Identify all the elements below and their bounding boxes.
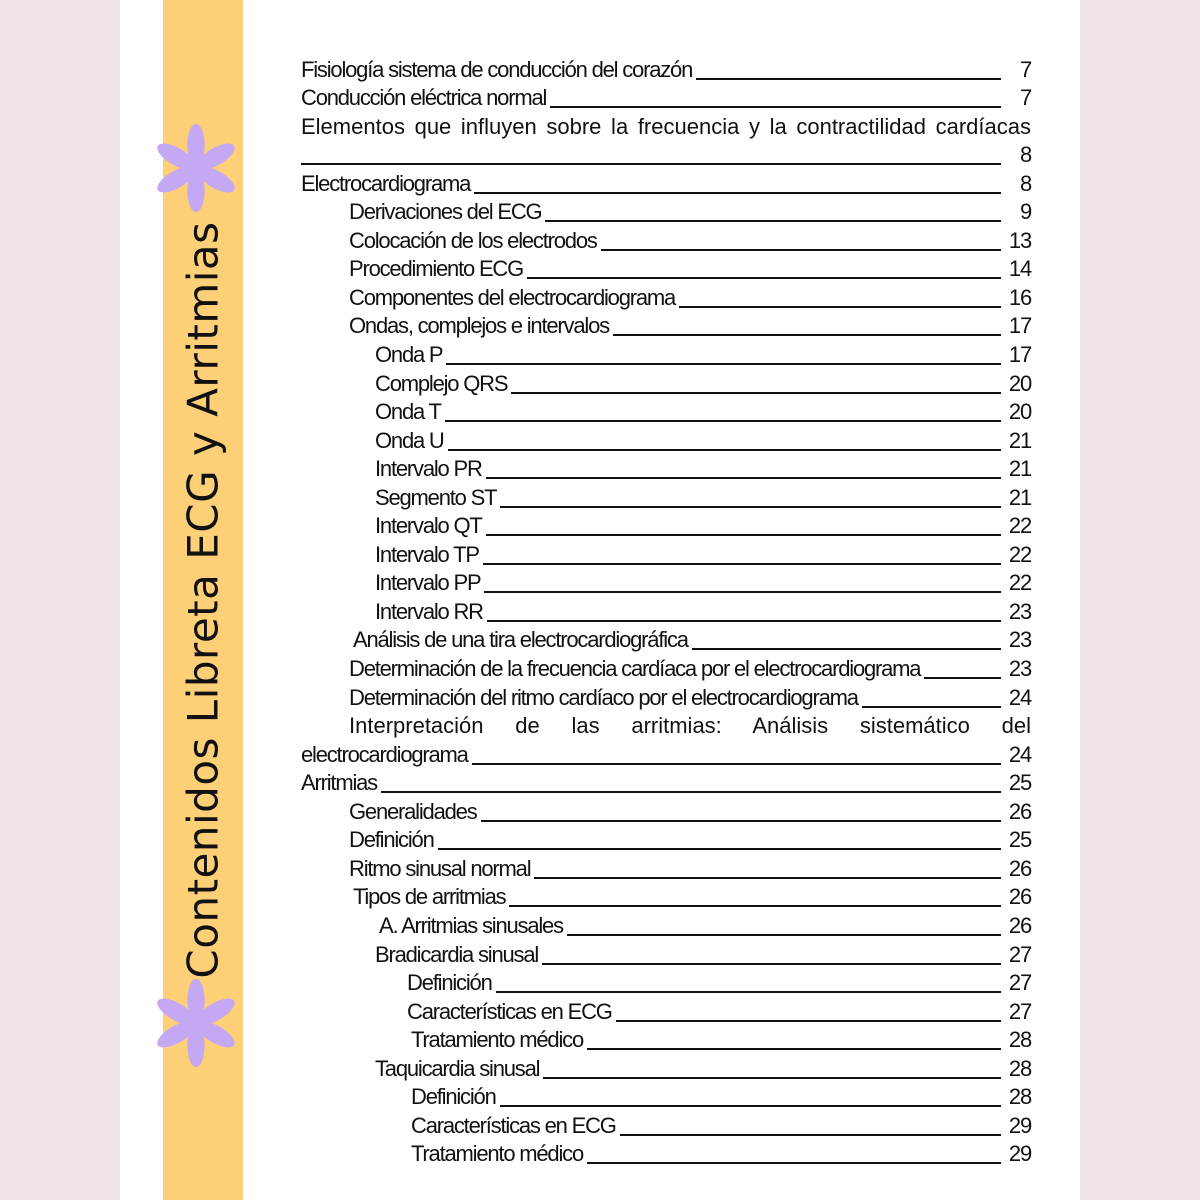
toc-entry: [301, 1026, 1031, 1055]
leader-line: [445, 420, 1001, 422]
toc-page-number: 25: [1008, 770, 1031, 796]
toc-entry-title: Fisiología sistema de conducción del corazón: [301, 56, 693, 82]
toc-page-number: 7: [1019, 85, 1031, 111]
table-of-contents: [301, 55, 1031, 1168]
leader-line: [496, 991, 1001, 993]
leader-line: [481, 820, 1002, 822]
leader-line: [484, 591, 1001, 593]
toc-entry-title: Intervalo TP: [375, 541, 479, 567]
leader-line: [616, 1020, 1001, 1022]
toc-entry: [301, 112, 1031, 141]
toc-page-number: 23: [1008, 627, 1031, 653]
leader-line: [924, 677, 1001, 679]
toc-entry-title: Electrocardiograma: [301, 170, 471, 196]
toc-entry-title: Onda P: [375, 342, 443, 368]
leader-line: [500, 506, 1001, 508]
toc-entry-title: Derivaciones del ECG: [349, 199, 542, 225]
toc-entry-title: Arritmias: [301, 770, 377, 796]
leader-line: [483, 563, 1001, 565]
leader-line: [545, 220, 1001, 222]
toc-entry: [301, 226, 1031, 255]
toc-page-number: 13: [1008, 227, 1031, 253]
toc-entry: [301, 654, 1031, 683]
toc-entry-title: Conducción eléctrica normal: [301, 85, 547, 111]
toc-entry: [301, 997, 1031, 1026]
leader-line: [862, 706, 1001, 708]
leader-line: [500, 1105, 1001, 1107]
toc-entry: [301, 1083, 1031, 1112]
toc-entry: [301, 398, 1031, 427]
leader-line: [679, 306, 1001, 308]
toc-entry: [301, 769, 1031, 798]
toc-entry-title: Ritmo sinusal normal: [349, 855, 531, 881]
toc-page-number: 21: [1008, 456, 1031, 482]
toc-page-number: 26: [1008, 884, 1031, 910]
leader-line: [448, 449, 1001, 451]
toc-entry: [301, 1111, 1031, 1140]
toc-page-number: 24: [1008, 741, 1031, 767]
toc-entry: [301, 455, 1031, 484]
toc-entry: [301, 369, 1031, 398]
toc-page-number: 22: [1008, 513, 1031, 539]
toc-entry-title: electrocardiograma: [301, 741, 468, 767]
toc-page-number: 21: [1008, 427, 1031, 453]
toc-entry-title: Interpretación de las arritmias: Análisis sistemático del: [349, 713, 1031, 739]
toc-entry: [301, 683, 1031, 712]
leader-line: [509, 905, 1001, 907]
toc-entry-title: Onda T: [375, 399, 441, 425]
leader-line: [527, 277, 1001, 279]
toc-entry: [301, 797, 1031, 826]
toc-page-number: 7: [1019, 56, 1031, 82]
toc-entry-title: Intervalo PR: [375, 456, 482, 482]
toc-entry-title: Análisis de una tira electrocardiográfica: [353, 627, 688, 653]
toc-entry-title: Segmento ST: [375, 484, 497, 510]
toc-page-number: 28: [1008, 1055, 1031, 1081]
toc-entry: [301, 340, 1031, 369]
leader-line: [613, 334, 1001, 336]
toc-entry: [301, 940, 1031, 969]
leader-line: [587, 1048, 1001, 1050]
toc-page-number: 9: [1019, 199, 1031, 225]
toc-entry-title: Intervalo PP: [375, 570, 481, 596]
toc-entry-title: Definición: [407, 970, 492, 996]
toc-entry-title: Procedimiento ECG: [349, 256, 524, 282]
toc-entry-title: Elementos que influyen sobre la frecuencia y la contractilidad cardíacas: [301, 113, 1031, 139]
leader-line: [543, 1077, 1001, 1079]
toc-entry-title: Tratamiento médico: [411, 1027, 583, 1053]
leader-line: [381, 791, 1001, 793]
toc-entry-title: Onda U: [375, 427, 444, 453]
toc-entry: [301, 426, 1031, 455]
toc-entry-title: Definición: [349, 827, 434, 853]
toc-page-number: 27: [1008, 998, 1031, 1024]
leader-line: [692, 648, 1001, 650]
toc-entry: [301, 883, 1031, 912]
toc-entry: [301, 540, 1031, 569]
toc-entry-title: Ondas, complejos e intervalos: [349, 313, 609, 339]
toc-page-number: 23: [1008, 656, 1031, 682]
leader-line: [696, 78, 1001, 80]
leader-line: [550, 106, 1001, 108]
toc-entry: [301, 854, 1031, 883]
leader-line: [542, 963, 1001, 965]
toc-page-number: 29: [1008, 1141, 1031, 1167]
leader-line: [601, 249, 1001, 251]
toc-page-number: 17: [1008, 342, 1031, 368]
leader-line: [511, 392, 1001, 394]
leader-line: [567, 934, 1001, 936]
toc-entry-title: Complejo QRS: [375, 370, 508, 396]
toc-page-number: 17: [1008, 313, 1031, 339]
toc-page-number: 21: [1008, 484, 1031, 510]
toc-page-number: 22: [1008, 570, 1031, 596]
toc-entry: [301, 169, 1031, 198]
toc-entry-title: Definición: [411, 1084, 496, 1110]
toc-entry: [301, 283, 1031, 312]
toc-entry: [301, 1054, 1031, 1083]
leader-line: [487, 620, 1001, 622]
toc-entry: [301, 483, 1031, 512]
leader-line: [474, 192, 1001, 194]
toc-page-number: 8: [1019, 170, 1031, 196]
leader-line: [534, 877, 1001, 879]
toc-page-number: 25: [1008, 827, 1031, 853]
leader-line: [472, 763, 1001, 765]
toc-page-number: 28: [1008, 1084, 1031, 1110]
toc-entry: [301, 597, 1031, 626]
toc-entry-title: Intervalo RR: [375, 598, 483, 624]
leader-line: [620, 1134, 1001, 1136]
toc-entry-title: Características en ECG: [411, 1112, 616, 1138]
toc-entry: [301, 569, 1031, 598]
leader-line: [446, 363, 1001, 365]
toc-page-number: 24: [1008, 684, 1031, 710]
toc-entry-title: Taquicardia sinusal: [375, 1055, 540, 1081]
toc-entry-title: Determinación de la frecuencia cardíaca por el electrocardiograma: [349, 656, 921, 682]
toc-page-number: 8: [1019, 142, 1031, 168]
toc-entry: [301, 969, 1031, 998]
toc-entry-title: Bradicardia sinusal: [375, 941, 539, 967]
toc-entry: [301, 84, 1031, 113]
toc-entry-title: Determinación del ritmo cardíaco por el electrocardiograma: [349, 684, 858, 710]
toc-entry: [301, 1140, 1031, 1169]
toc-entry-title: A. Arritmias sinusales: [379, 912, 563, 938]
toc-entry: [301, 198, 1031, 227]
toc-entry: [301, 740, 1031, 769]
toc-entry: [301, 141, 1031, 170]
leader-line: [301, 163, 1001, 165]
leader-line: [587, 1162, 1001, 1164]
sidebar-title: Contenidos Libreta ECG y Arritmias: [178, 221, 228, 979]
toc-entry-title: Tratamiento médico: [411, 1141, 583, 1167]
flower-icon: [148, 120, 244, 216]
toc-page-number: 28: [1008, 1027, 1031, 1053]
toc-entry: [301, 55, 1031, 84]
toc-entry: [301, 826, 1031, 855]
toc-entry-title: Características en ECG: [407, 998, 612, 1024]
toc-page-number: 26: [1008, 855, 1031, 881]
leader-line: [438, 848, 1001, 850]
toc-page-number: 14: [1008, 256, 1031, 282]
toc-page-number: 20: [1008, 370, 1031, 396]
toc-entry: [301, 626, 1031, 655]
leader-line: [486, 477, 1001, 479]
toc-page-number: 22: [1008, 541, 1031, 567]
flower-icon: [148, 975, 244, 1071]
toc-page-number: 27: [1008, 970, 1031, 996]
toc-page-number: 20: [1008, 399, 1031, 425]
leader-line: [486, 534, 1001, 536]
toc-page-number: 23: [1008, 598, 1031, 624]
toc-entry: [301, 312, 1031, 341]
toc-entry-title: Colocación de los electrodos: [349, 227, 597, 253]
toc-entry-title: Generalidades: [349, 798, 477, 824]
toc-page-number: 27: [1008, 941, 1031, 967]
toc-page-number: 26: [1008, 912, 1031, 938]
toc-entry: [301, 911, 1031, 940]
toc-entry-title: Componentes del electrocardiograma: [349, 284, 676, 310]
toc-entry-title: Tipos de arritmias: [353, 884, 506, 910]
toc-entry: [301, 255, 1031, 284]
toc-entry-title: Intervalo QT: [375, 513, 482, 539]
toc-entry: [301, 512, 1031, 541]
toc-page-number: 26: [1008, 798, 1031, 824]
toc-entry: [301, 712, 1031, 741]
toc-page-number: 29: [1008, 1112, 1031, 1138]
toc-page-number: 16: [1008, 284, 1031, 310]
